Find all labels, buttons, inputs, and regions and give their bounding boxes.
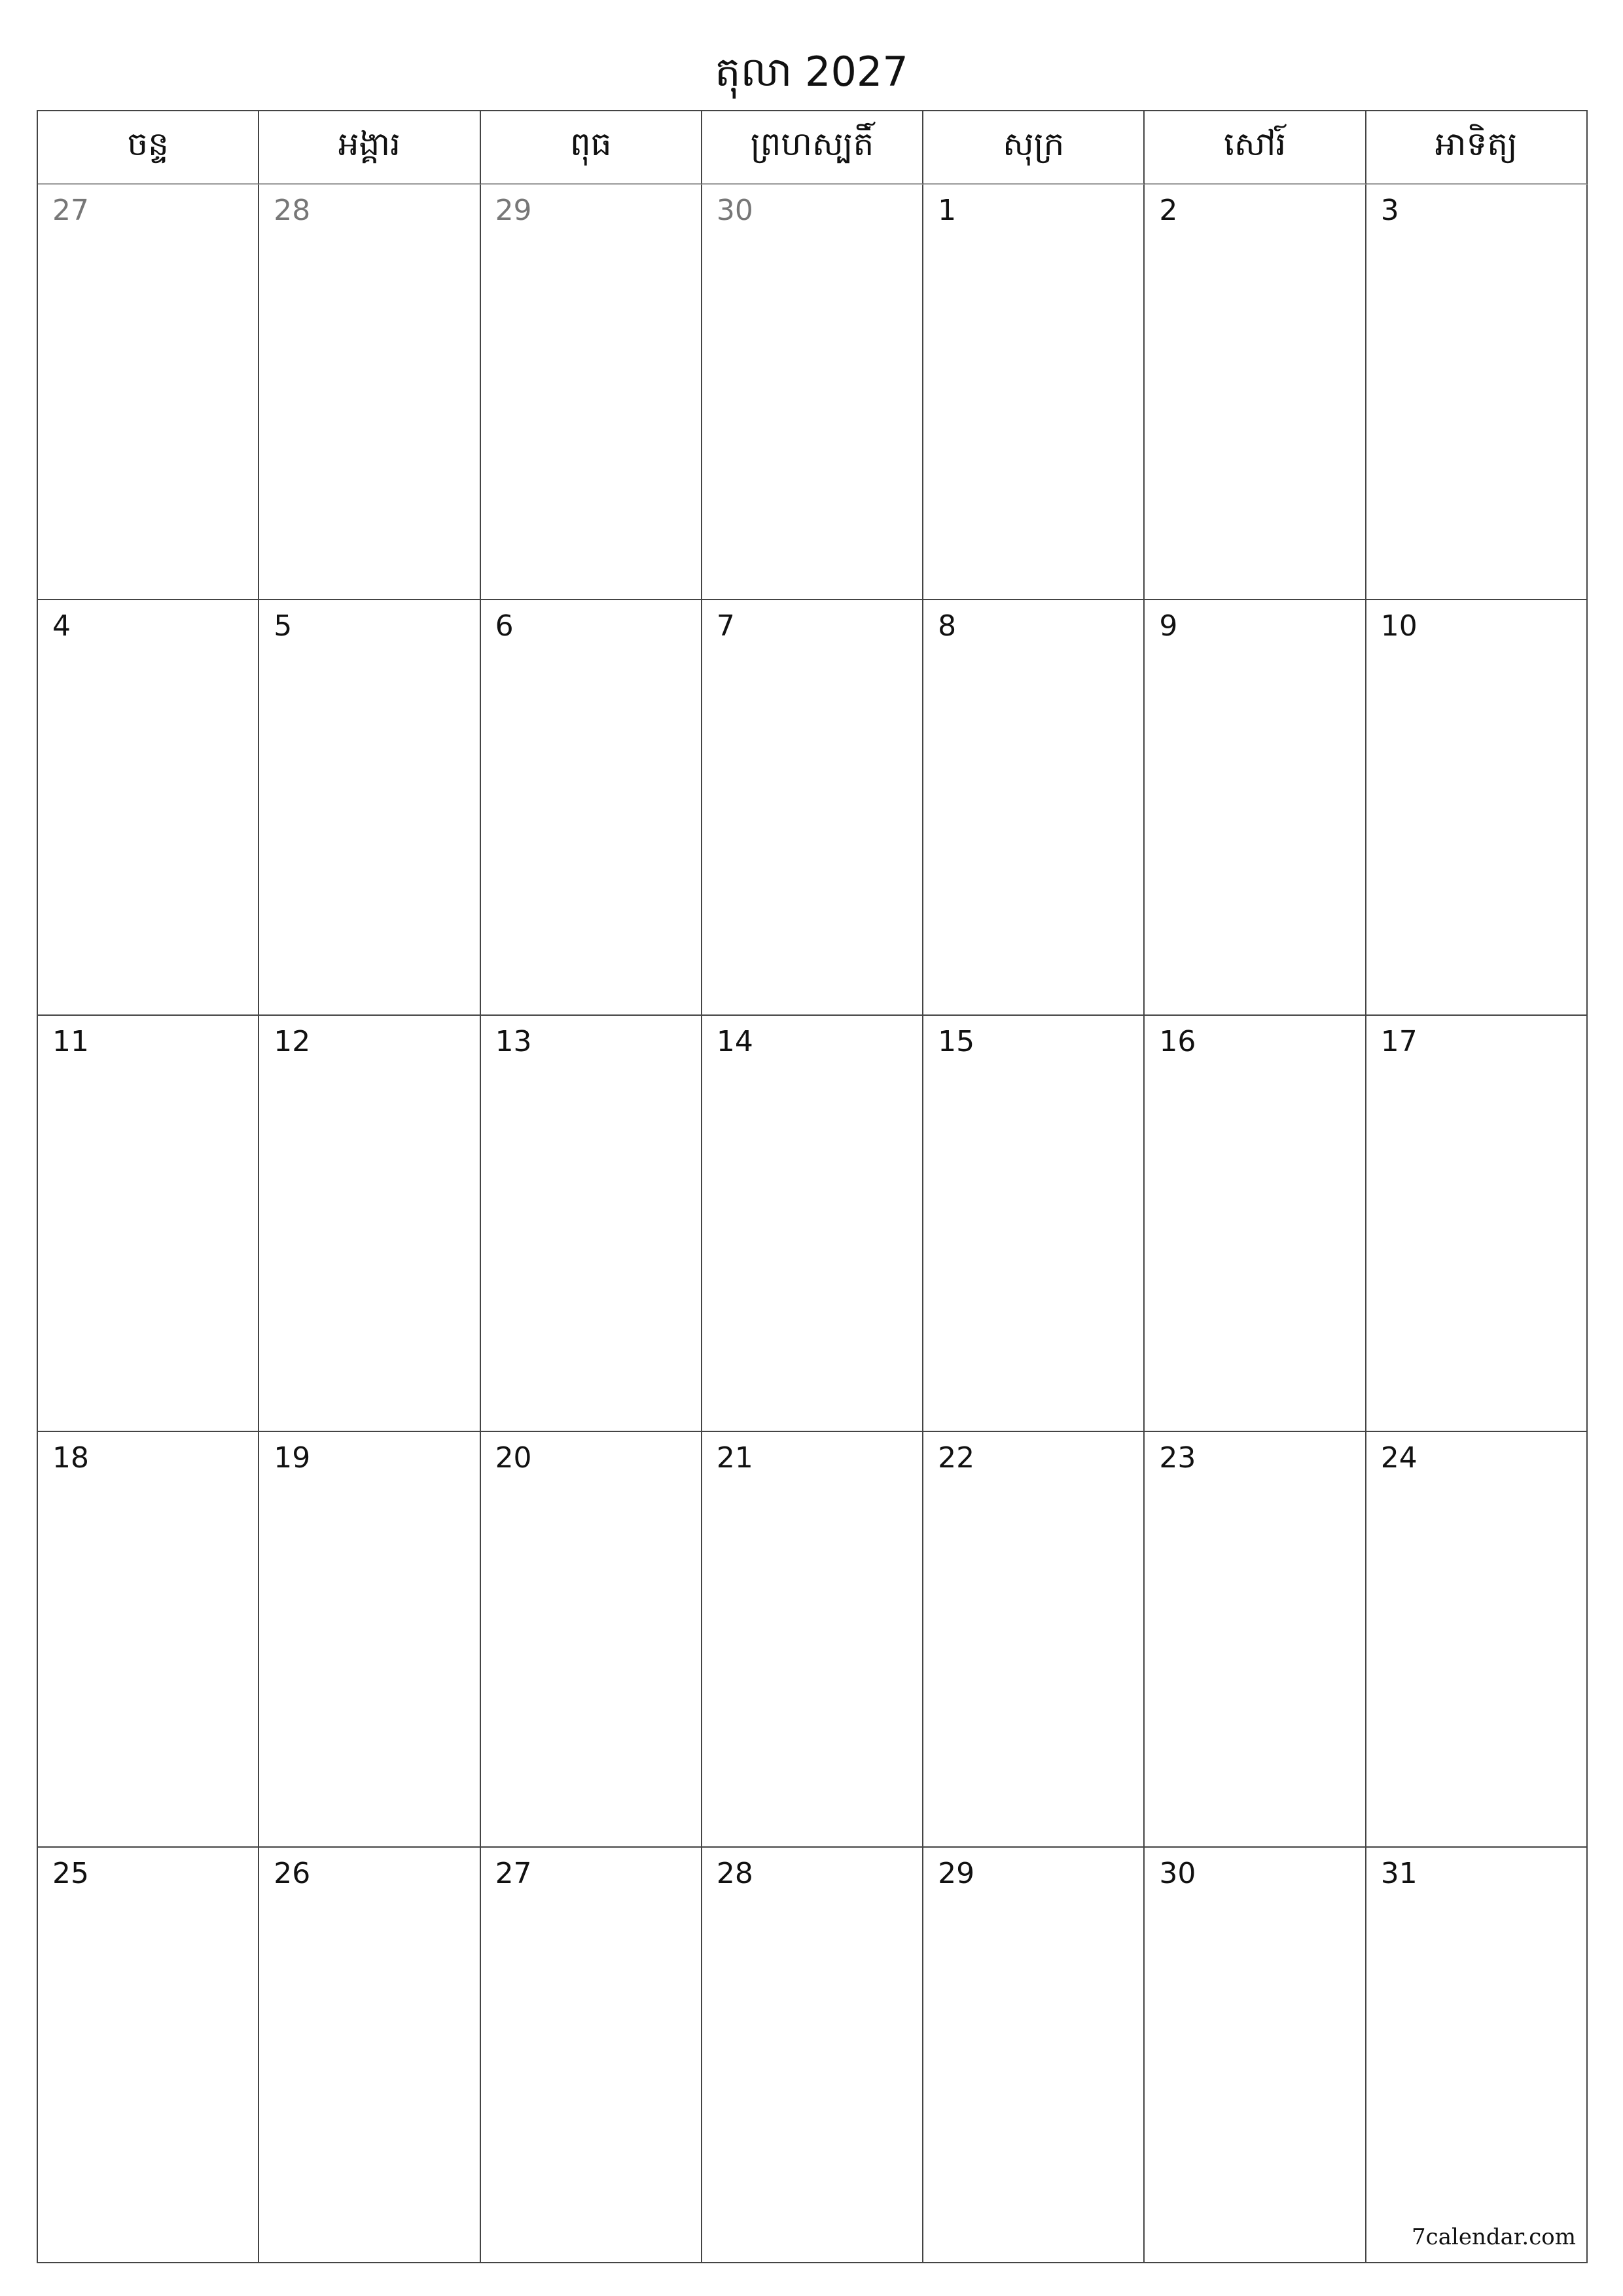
day-number: 25 <box>52 1856 89 1890</box>
day-cell[interactable] <box>1145 1432 1366 1848</box>
day-number: 7 <box>716 609 735 643</box>
day-number: 15 <box>938 1025 975 1059</box>
day-number: 11 <box>52 1025 89 1059</box>
day-number: 20 <box>495 1441 532 1475</box>
day-cell[interactable] <box>923 600 1145 1016</box>
day-number: 29 <box>495 194 532 227</box>
day-number: 8 <box>938 609 957 643</box>
day-number: 14 <box>716 1025 753 1059</box>
day-number: 30 <box>716 194 753 227</box>
day-cell[interactable] <box>38 1016 259 1431</box>
day-cell[interactable] <box>1366 1432 1588 1848</box>
day-cell[interactable] <box>1145 1848 1366 2263</box>
day-number: 27 <box>495 1856 532 1890</box>
day-number: 18 <box>52 1441 89 1475</box>
weekday-header-friday: សុក្រ <box>923 111 1145 185</box>
day-cell[interactable] <box>702 1848 923 2263</box>
day-cell[interactable] <box>923 185 1145 600</box>
day-cell[interactable] <box>481 1016 702 1431</box>
day-number: 12 <box>274 1025 311 1059</box>
day-number: 23 <box>1159 1441 1196 1475</box>
day-cell[interactable] <box>481 600 702 1016</box>
day-number: 22 <box>938 1441 975 1475</box>
day-number: 16 <box>1159 1025 1196 1059</box>
day-cell[interactable] <box>1366 1016 1588 1431</box>
day-cell[interactable] <box>1145 600 1366 1016</box>
day-number: 4 <box>52 609 71 643</box>
day-cell[interactable] <box>702 185 923 600</box>
day-number: 10 <box>1380 609 1418 643</box>
day-cell[interactable] <box>38 1848 259 2263</box>
day-cell[interactable] <box>259 185 480 600</box>
day-cell[interactable] <box>38 600 259 1016</box>
calendar-grid <box>37 110 1588 2263</box>
day-number: 2 <box>1159 194 1178 227</box>
day-number: 21 <box>716 1441 753 1475</box>
day-cell[interactable] <box>259 1848 480 2263</box>
day-number: 17 <box>1380 1025 1418 1059</box>
day-cell[interactable] <box>38 1432 259 1848</box>
day-cell[interactable] <box>1366 1848 1588 2263</box>
day-cell[interactable] <box>702 1432 923 1848</box>
day-cell[interactable] <box>481 185 702 600</box>
day-number: 1 <box>938 194 957 227</box>
day-cell[interactable] <box>702 600 923 1016</box>
day-number: 9 <box>1159 609 1178 643</box>
day-number: 28 <box>274 194 311 227</box>
day-number: 5 <box>274 609 293 643</box>
day-cell[interactable] <box>923 1016 1145 1431</box>
weekday-header-saturday: សៅរ៍ <box>1145 111 1366 185</box>
day-number: 6 <box>495 609 514 643</box>
day-number: 13 <box>495 1025 532 1059</box>
day-number: 26 <box>274 1856 311 1890</box>
day-number: 28 <box>716 1856 753 1890</box>
day-cell[interactable] <box>481 1432 702 1848</box>
day-cell[interactable] <box>259 600 480 1016</box>
day-number: 29 <box>938 1856 975 1890</box>
weekday-header-tuesday: អង្គារ <box>259 111 480 185</box>
day-cell[interactable] <box>481 1848 702 2263</box>
weekday-header-monday: ចន្ទ <box>38 111 259 185</box>
day-number: 27 <box>52 194 89 227</box>
weekday-header-thursday: ព្រហស្បតិ៍ <box>702 111 923 185</box>
day-cell[interactable] <box>259 1016 480 1431</box>
day-number: 31 <box>1380 1856 1418 1890</box>
day-cell[interactable] <box>1145 185 1366 600</box>
footer-site-credit: 7calendar.com <box>1412 2224 1576 2250</box>
day-number: 24 <box>1380 1441 1418 1475</box>
day-cell[interactable] <box>702 1016 923 1431</box>
day-cell[interactable] <box>1366 185 1588 600</box>
weekday-header-sunday: អាទិត្យ <box>1366 111 1588 185</box>
day-cell[interactable] <box>259 1432 480 1848</box>
calendar-title: តុលា 2027 <box>715 48 908 96</box>
day-cell[interactable] <box>1145 1016 1366 1431</box>
day-number: 19 <box>274 1441 311 1475</box>
day-cell[interactable] <box>923 1432 1145 1848</box>
day-cell[interactable] <box>1366 600 1588 1016</box>
weekday-header-wednesday: ពុធ <box>481 111 702 185</box>
day-number: 30 <box>1159 1856 1196 1890</box>
day-cell[interactable] <box>923 1848 1145 2263</box>
day-number: 3 <box>1380 194 1399 227</box>
day-cell[interactable] <box>38 185 259 600</box>
